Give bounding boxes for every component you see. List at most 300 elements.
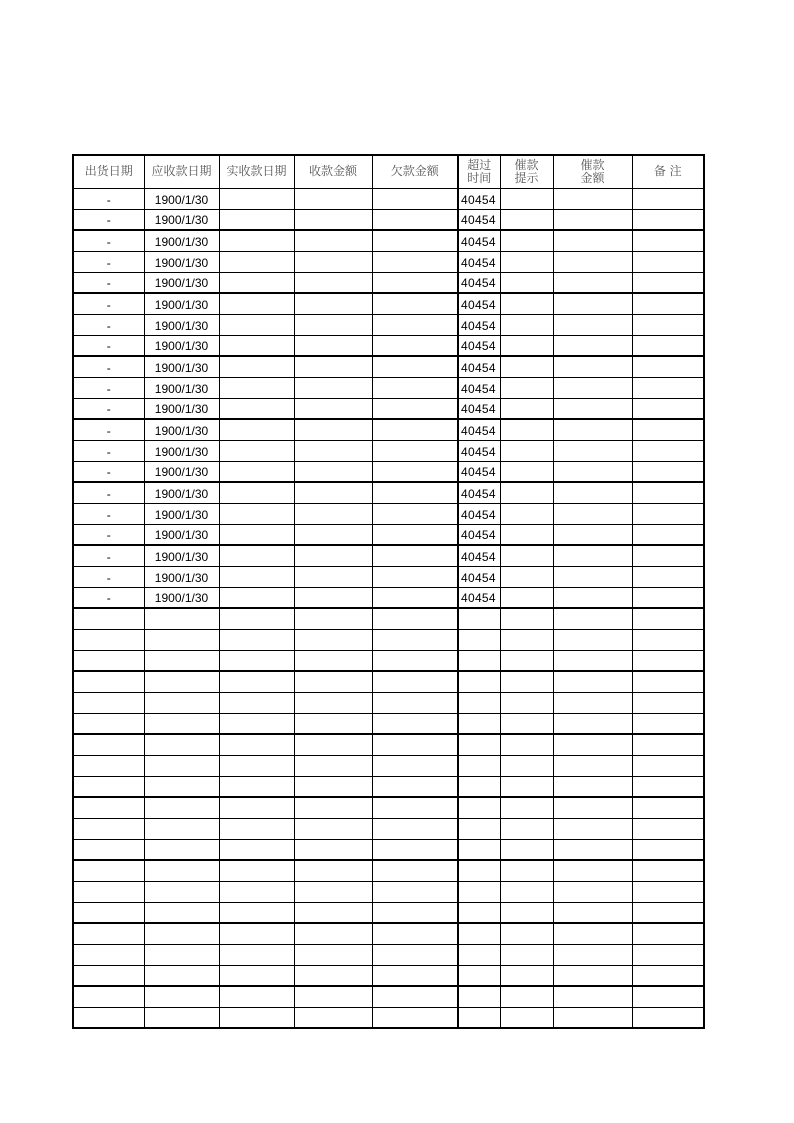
cell-owed-amount[interactable] [372, 230, 458, 251]
cell-owed-amount[interactable] [372, 692, 458, 713]
cell-actual-date[interactable] [219, 839, 294, 860]
cell-remarks[interactable] [632, 482, 704, 503]
cell-ship-date[interactable] [73, 944, 144, 965]
cell-remarks[interactable] [632, 860, 704, 881]
cell-overdue-time[interactable] [458, 629, 500, 650]
cell-owed-amount[interactable] [372, 545, 458, 566]
cell-remarks[interactable] [632, 272, 704, 293]
cell-ship-date[interactable]: - [73, 503, 144, 524]
cell-overdue-time[interactable] [458, 818, 500, 839]
cell-ship-date[interactable] [73, 986, 144, 1007]
cell-ship-date[interactable] [73, 734, 144, 755]
cell-ship-date[interactable] [73, 1007, 144, 1028]
cell-reminder-note[interactable] [500, 272, 553, 293]
cell-actual-date[interactable] [219, 1007, 294, 1028]
cell-actual-date[interactable] [219, 524, 294, 545]
cell-remarks[interactable] [632, 251, 704, 272]
cell-ship-date[interactable]: - [73, 377, 144, 398]
cell-owed-amount[interactable] [372, 881, 458, 902]
cell-received-amount[interactable] [294, 419, 372, 440]
cell-owed-amount[interactable] [372, 503, 458, 524]
cell-remarks[interactable] [632, 545, 704, 566]
cell-actual-date[interactable] [219, 755, 294, 776]
cell-owed-amount[interactable] [372, 776, 458, 797]
cell-reminder-amount[interactable] [553, 923, 632, 944]
cell-due-date[interactable] [144, 965, 219, 986]
cell-overdue-time[interactable] [458, 650, 500, 671]
cell-due-date[interactable]: 1900/1/30 [144, 587, 219, 608]
cell-ship-date[interactable] [73, 965, 144, 986]
cell-owed-amount[interactable] [372, 713, 458, 734]
cell-remarks[interactable] [632, 293, 704, 314]
cell-due-date[interactable]: 1900/1/30 [144, 566, 219, 587]
cell-received-amount[interactable] [294, 188, 372, 209]
cell-overdue-time[interactable] [458, 755, 500, 776]
cell-overdue-time[interactable]: 40454 [458, 314, 500, 335]
cell-ship-date[interactable] [73, 650, 144, 671]
cell-reminder-note[interactable] [500, 356, 553, 377]
cell-ship-date[interactable]: - [73, 272, 144, 293]
cell-reminder-note[interactable] [500, 755, 553, 776]
cell-remarks[interactable] [632, 902, 704, 923]
cell-owed-amount[interactable] [372, 272, 458, 293]
cell-owed-amount[interactable] [372, 839, 458, 860]
cell-reminder-note[interactable] [500, 776, 553, 797]
cell-ship-date[interactable]: - [73, 461, 144, 482]
cell-reminder-amount[interactable] [553, 503, 632, 524]
cell-reminder-note[interactable] [500, 881, 553, 902]
cell-reminder-note[interactable] [500, 671, 553, 692]
cell-received-amount[interactable] [294, 272, 372, 293]
cell-actual-date[interactable] [219, 587, 294, 608]
cell-remarks[interactable] [632, 209, 704, 230]
cell-reminder-note[interactable] [500, 965, 553, 986]
cell-remarks[interactable] [632, 587, 704, 608]
cell-received-amount[interactable] [294, 965, 372, 986]
cell-owed-amount[interactable] [372, 902, 458, 923]
cell-reminder-amount[interactable] [553, 650, 632, 671]
cell-due-date[interactable]: 1900/1/30 [144, 461, 219, 482]
cell-overdue-time[interactable]: 40454 [458, 545, 500, 566]
cell-reminder-note[interactable] [500, 293, 553, 314]
cell-actual-date[interactable] [219, 251, 294, 272]
cell-due-date[interactable]: 1900/1/30 [144, 314, 219, 335]
cell-due-date[interactable]: 1900/1/30 [144, 209, 219, 230]
cell-received-amount[interactable] [294, 482, 372, 503]
cell-reminder-amount[interactable] [553, 944, 632, 965]
cell-reminder-amount[interactable] [553, 1007, 632, 1028]
cell-reminder-amount[interactable] [553, 398, 632, 419]
cell-reminder-amount[interactable] [553, 419, 632, 440]
cell-actual-date[interactable] [219, 776, 294, 797]
cell-overdue-time[interactable]: 40454 [458, 272, 500, 293]
cell-reminder-note[interactable] [500, 797, 553, 818]
cell-due-date[interactable] [144, 776, 219, 797]
cell-overdue-time[interactable] [458, 713, 500, 734]
cell-received-amount[interactable] [294, 230, 372, 251]
cell-owed-amount[interactable] [372, 251, 458, 272]
cell-remarks[interactable] [632, 881, 704, 902]
cell-reminder-note[interactable] [500, 839, 553, 860]
cell-due-date[interactable] [144, 629, 219, 650]
cell-reminder-note[interactable] [500, 860, 553, 881]
cell-overdue-time[interactable] [458, 839, 500, 860]
cell-remarks[interactable] [632, 818, 704, 839]
cell-ship-date[interactable] [73, 902, 144, 923]
cell-actual-date[interactable] [219, 398, 294, 419]
cell-reminder-amount[interactable] [553, 440, 632, 461]
cell-received-amount[interactable] [294, 629, 372, 650]
cell-owed-amount[interactable] [372, 398, 458, 419]
cell-reminder-note[interactable] [500, 335, 553, 356]
cell-received-amount[interactable] [294, 881, 372, 902]
cell-reminder-note[interactable] [500, 398, 553, 419]
cell-reminder-note[interactable] [500, 419, 553, 440]
cell-due-date[interactable] [144, 797, 219, 818]
cell-due-date[interactable]: 1900/1/30 [144, 356, 219, 377]
cell-ship-date[interactable]: - [73, 314, 144, 335]
cell-remarks[interactable] [632, 440, 704, 461]
cell-received-amount[interactable] [294, 776, 372, 797]
cell-overdue-time[interactable] [458, 986, 500, 1007]
cell-owed-amount[interactable] [372, 986, 458, 1007]
cell-remarks[interactable] [632, 335, 704, 356]
cell-ship-date[interactable] [73, 692, 144, 713]
cell-received-amount[interactable] [294, 986, 372, 1007]
cell-overdue-time[interactable] [458, 608, 500, 629]
cell-due-date[interactable]: 1900/1/30 [144, 503, 219, 524]
cell-actual-date[interactable] [219, 923, 294, 944]
cell-owed-amount[interactable] [372, 671, 458, 692]
cell-actual-date[interactable] [219, 629, 294, 650]
cell-overdue-time[interactable]: 40454 [458, 209, 500, 230]
cell-reminder-amount[interactable] [553, 608, 632, 629]
cell-reminder-amount[interactable] [553, 587, 632, 608]
cell-overdue-time[interactable] [458, 734, 500, 755]
cell-received-amount[interactable] [294, 902, 372, 923]
cell-ship-date[interactable] [73, 860, 144, 881]
cell-actual-date[interactable] [219, 461, 294, 482]
cell-reminder-note[interactable] [500, 734, 553, 755]
cell-due-date[interactable]: 1900/1/30 [144, 440, 219, 461]
cell-ship-date[interactable]: - [73, 230, 144, 251]
cell-actual-date[interactable] [219, 188, 294, 209]
cell-reminder-note[interactable] [500, 1007, 553, 1028]
cell-due-date[interactable]: 1900/1/30 [144, 188, 219, 209]
cell-overdue-time[interactable] [458, 923, 500, 944]
cell-received-amount[interactable] [294, 755, 372, 776]
cell-owed-amount[interactable] [372, 608, 458, 629]
cell-remarks[interactable] [632, 524, 704, 545]
cell-remarks[interactable] [632, 377, 704, 398]
cell-received-amount[interactable] [294, 650, 372, 671]
cell-actual-date[interactable] [219, 713, 294, 734]
cell-reminder-note[interactable] [500, 608, 553, 629]
cell-ship-date[interactable] [73, 881, 144, 902]
cell-received-amount[interactable] [294, 545, 372, 566]
cell-due-date[interactable] [144, 1007, 219, 1028]
cell-actual-date[interactable] [219, 335, 294, 356]
cell-actual-date[interactable] [219, 944, 294, 965]
cell-overdue-time[interactable] [458, 671, 500, 692]
cell-due-date[interactable] [144, 692, 219, 713]
cell-reminder-note[interactable] [500, 209, 553, 230]
cell-owed-amount[interactable] [372, 314, 458, 335]
cell-overdue-time[interactable] [458, 860, 500, 881]
cell-reminder-amount[interactable] [553, 671, 632, 692]
cell-reminder-amount[interactable] [553, 524, 632, 545]
cell-ship-date[interactable]: - [73, 209, 144, 230]
cell-due-date[interactable] [144, 881, 219, 902]
cell-due-date[interactable]: 1900/1/30 [144, 230, 219, 251]
cell-actual-date[interactable] [219, 734, 294, 755]
cell-actual-date[interactable] [219, 818, 294, 839]
cell-actual-date[interactable] [219, 314, 294, 335]
cell-actual-date[interactable] [219, 209, 294, 230]
cell-remarks[interactable] [632, 188, 704, 209]
cell-due-date[interactable] [144, 860, 219, 881]
cell-reminder-amount[interactable] [553, 272, 632, 293]
cell-reminder-amount[interactable] [553, 797, 632, 818]
cell-received-amount[interactable] [294, 461, 372, 482]
cell-overdue-time[interactable]: 40454 [458, 419, 500, 440]
cell-remarks[interactable] [632, 671, 704, 692]
cell-overdue-time[interactable]: 40454 [458, 524, 500, 545]
cell-overdue-time[interactable] [458, 776, 500, 797]
cell-received-amount[interactable] [294, 314, 372, 335]
cell-ship-date[interactable] [73, 839, 144, 860]
cell-due-date[interactable]: 1900/1/30 [144, 335, 219, 356]
cell-owed-amount[interactable] [372, 440, 458, 461]
cell-overdue-time[interactable] [458, 965, 500, 986]
cell-actual-date[interactable] [219, 608, 294, 629]
cell-actual-date[interactable] [219, 965, 294, 986]
cell-reminder-note[interactable] [500, 818, 553, 839]
cell-overdue-time[interactable] [458, 797, 500, 818]
cell-reminder-amount[interactable] [553, 713, 632, 734]
cell-reminder-note[interactable] [500, 188, 553, 209]
cell-ship-date[interactable]: - [73, 566, 144, 587]
cell-reminder-note[interactable] [500, 587, 553, 608]
cell-reminder-note[interactable] [500, 440, 553, 461]
cell-ship-date[interactable] [73, 713, 144, 734]
cell-reminder-note[interactable] [500, 923, 553, 944]
cell-received-amount[interactable] [294, 734, 372, 755]
cell-owed-amount[interactable] [372, 293, 458, 314]
cell-ship-date[interactable]: - [73, 587, 144, 608]
cell-due-date[interactable] [144, 902, 219, 923]
cell-remarks[interactable] [632, 797, 704, 818]
cell-remarks[interactable] [632, 419, 704, 440]
cell-owed-amount[interactable] [372, 356, 458, 377]
cell-remarks[interactable] [632, 839, 704, 860]
cell-actual-date[interactable] [219, 902, 294, 923]
cell-overdue-time[interactable]: 40454 [458, 482, 500, 503]
cell-owed-amount[interactable] [372, 818, 458, 839]
cell-reminder-amount[interactable] [553, 188, 632, 209]
cell-reminder-note[interactable] [500, 650, 553, 671]
cell-due-date[interactable] [144, 650, 219, 671]
cell-ship-date[interactable]: - [73, 356, 144, 377]
cell-owed-amount[interactable] [372, 1007, 458, 1028]
cell-ship-date[interactable]: - [73, 188, 144, 209]
cell-owed-amount[interactable] [372, 944, 458, 965]
cell-reminder-note[interactable] [500, 482, 553, 503]
cell-due-date[interactable] [144, 923, 219, 944]
cell-overdue-time[interactable]: 40454 [458, 335, 500, 356]
cell-due-date[interactable]: 1900/1/30 [144, 272, 219, 293]
cell-overdue-time[interactable] [458, 944, 500, 965]
cell-due-date[interactable]: 1900/1/30 [144, 293, 219, 314]
cell-overdue-time[interactable]: 40454 [458, 503, 500, 524]
cell-remarks[interactable] [632, 755, 704, 776]
cell-remarks[interactable] [632, 776, 704, 797]
cell-overdue-time[interactable]: 40454 [458, 230, 500, 251]
cell-actual-date[interactable] [219, 671, 294, 692]
cell-reminder-note[interactable] [500, 251, 553, 272]
cell-due-date[interactable]: 1900/1/30 [144, 545, 219, 566]
cell-due-date[interactable]: 1900/1/30 [144, 524, 219, 545]
cell-overdue-time[interactable]: 40454 [458, 566, 500, 587]
cell-due-date[interactable] [144, 818, 219, 839]
cell-actual-date[interactable] [219, 860, 294, 881]
cell-owed-amount[interactable] [372, 629, 458, 650]
cell-ship-date[interactable] [73, 608, 144, 629]
cell-received-amount[interactable] [294, 692, 372, 713]
cell-reminder-note[interactable] [500, 314, 553, 335]
cell-received-amount[interactable] [294, 566, 372, 587]
cell-received-amount[interactable] [294, 251, 372, 272]
cell-ship-date[interactable] [73, 797, 144, 818]
cell-reminder-note[interactable] [500, 713, 553, 734]
cell-received-amount[interactable] [294, 335, 372, 356]
cell-reminder-amount[interactable] [553, 251, 632, 272]
cell-owed-amount[interactable] [372, 209, 458, 230]
cell-reminder-amount[interactable] [553, 965, 632, 986]
cell-reminder-amount[interactable] [553, 377, 632, 398]
cell-actual-date[interactable] [219, 545, 294, 566]
cell-owed-amount[interactable] [372, 965, 458, 986]
cell-due-date[interactable] [144, 713, 219, 734]
cell-due-date[interactable]: 1900/1/30 [144, 251, 219, 272]
cell-ship-date[interactable] [73, 776, 144, 797]
cell-remarks[interactable] [632, 692, 704, 713]
cell-remarks[interactable] [632, 461, 704, 482]
cell-actual-date[interactable] [219, 692, 294, 713]
cell-received-amount[interactable] [294, 377, 372, 398]
cell-owed-amount[interactable] [372, 461, 458, 482]
cell-received-amount[interactable] [294, 671, 372, 692]
cell-owed-amount[interactable] [372, 188, 458, 209]
cell-reminder-note[interactable] [500, 545, 553, 566]
cell-due-date[interactable] [144, 608, 219, 629]
cell-received-amount[interactable] [294, 923, 372, 944]
cell-ship-date[interactable]: - [73, 335, 144, 356]
cell-due-date[interactable]: 1900/1/30 [144, 482, 219, 503]
cell-reminder-amount[interactable] [553, 839, 632, 860]
cell-owed-amount[interactable] [372, 524, 458, 545]
cell-due-date[interactable] [144, 734, 219, 755]
cell-received-amount[interactable] [294, 503, 372, 524]
cell-reminder-amount[interactable] [553, 986, 632, 1007]
cell-remarks[interactable] [632, 314, 704, 335]
cell-ship-date[interactable] [73, 818, 144, 839]
cell-owed-amount[interactable] [372, 860, 458, 881]
cell-received-amount[interactable] [294, 440, 372, 461]
cell-remarks[interactable] [632, 398, 704, 419]
cell-received-amount[interactable] [294, 1007, 372, 1028]
cell-reminder-note[interactable] [500, 944, 553, 965]
cell-overdue-time[interactable]: 40454 [458, 587, 500, 608]
cell-actual-date[interactable] [219, 503, 294, 524]
cell-received-amount[interactable] [294, 860, 372, 881]
cell-remarks[interactable] [632, 503, 704, 524]
cell-due-date[interactable] [144, 986, 219, 1007]
cell-reminder-amount[interactable] [553, 293, 632, 314]
cell-reminder-amount[interactable] [553, 461, 632, 482]
cell-received-amount[interactable] [294, 587, 372, 608]
cell-ship-date[interactable] [73, 923, 144, 944]
cell-reminder-amount[interactable] [553, 314, 632, 335]
cell-reminder-amount[interactable] [553, 860, 632, 881]
cell-overdue-time[interactable]: 40454 [458, 398, 500, 419]
cell-ship-date[interactable] [73, 629, 144, 650]
cell-remarks[interactable] [632, 923, 704, 944]
cell-overdue-time[interactable]: 40454 [458, 356, 500, 377]
cell-remarks[interactable] [632, 1007, 704, 1028]
cell-ship-date[interactable]: - [73, 482, 144, 503]
cell-ship-date[interactable]: - [73, 545, 144, 566]
cell-remarks[interactable] [632, 629, 704, 650]
cell-received-amount[interactable] [294, 944, 372, 965]
cell-reminder-note[interactable] [500, 566, 553, 587]
cell-reminder-note[interactable] [500, 524, 553, 545]
cell-reminder-amount[interactable] [553, 692, 632, 713]
cell-remarks[interactable] [632, 713, 704, 734]
cell-received-amount[interactable] [294, 839, 372, 860]
cell-reminder-amount[interactable] [553, 566, 632, 587]
cell-remarks[interactable] [632, 566, 704, 587]
cell-due-date[interactable] [144, 944, 219, 965]
cell-received-amount[interactable] [294, 398, 372, 419]
cell-owed-amount[interactable] [372, 335, 458, 356]
cell-reminder-note[interactable] [500, 692, 553, 713]
cell-ship-date[interactable] [73, 755, 144, 776]
cell-received-amount[interactable] [294, 356, 372, 377]
cell-actual-date[interactable] [219, 566, 294, 587]
cell-reminder-amount[interactable] [553, 335, 632, 356]
cell-actual-date[interactable] [219, 440, 294, 461]
cell-owed-amount[interactable] [372, 482, 458, 503]
cell-reminder-amount[interactable] [553, 881, 632, 902]
cell-due-date[interactable] [144, 671, 219, 692]
cell-overdue-time[interactable]: 40454 [458, 293, 500, 314]
cell-reminder-note[interactable] [500, 377, 553, 398]
cell-due-date[interactable]: 1900/1/30 [144, 419, 219, 440]
cell-remarks[interactable] [632, 230, 704, 251]
cell-ship-date[interactable]: - [73, 440, 144, 461]
cell-remarks[interactable] [632, 608, 704, 629]
cell-reminder-amount[interactable] [553, 356, 632, 377]
cell-reminder-amount[interactable] [553, 482, 632, 503]
cell-reminder-note[interactable] [500, 629, 553, 650]
cell-actual-date[interactable] [219, 356, 294, 377]
cell-actual-date[interactable] [219, 272, 294, 293]
cell-ship-date[interactable]: - [73, 524, 144, 545]
cell-ship-date[interactable]: - [73, 419, 144, 440]
cell-overdue-time[interactable]: 40454 [458, 188, 500, 209]
cell-actual-date[interactable] [219, 797, 294, 818]
